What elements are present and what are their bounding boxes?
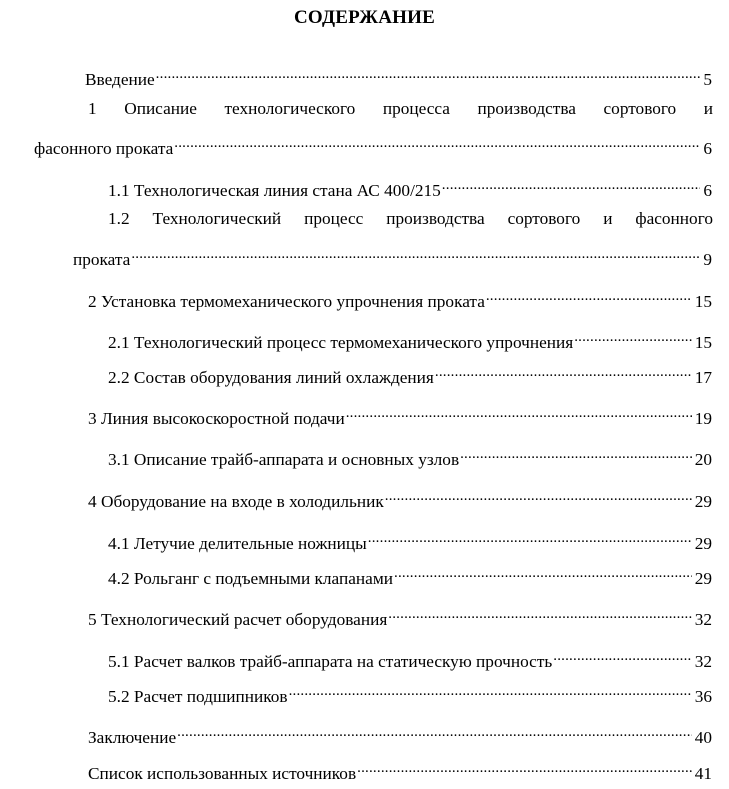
toc-entry-references[interactable]: [88, 757, 712, 783]
dot-leader: [385, 485, 692, 507]
dot-leader: [460, 443, 692, 465]
toc-entry-text: 5.2 Расчет подшипников: [108, 687, 288, 706]
toc-entry-text: проката: [73, 250, 131, 269]
toc-entry-text: 4 Оборудование на входе в холодильник: [88, 492, 384, 511]
toc-page-number: 41: [694, 764, 712, 783]
toc-page-number: 9: [703, 250, 712, 269]
toc-entry-section-1-1[interactable]: [108, 174, 712, 200]
dot-leader: [435, 361, 692, 383]
toc-entry-text: 3.1 Описание трайб-аппарата и основных узлов: [108, 450, 460, 469]
toc-entry-section-1-line1[interactable]: 1 Описание технологического процесса производства сортового и: [88, 99, 713, 118]
dot-leader: [131, 243, 700, 265]
toc-entry-section-4[interactable]: [88, 485, 712, 511]
dot-leader: [388, 603, 691, 625]
toc-page-number: 15: [694, 292, 712, 311]
dot-leader: [289, 680, 692, 702]
toc-entry-section-1-2[interactable]: [73, 243, 712, 269]
toc-entry-text: 2 Установка термомеханического упрочнения проката: [88, 292, 485, 311]
toc-page-number: 20: [694, 450, 712, 469]
dot-leader: [486, 285, 692, 307]
toc-entry-text: 2.2 Состав оборудования линий охлаждения: [108, 368, 434, 387]
toc-page-number: 29: [694, 569, 712, 588]
dot-leader: [174, 132, 700, 154]
toc-page-number: 32: [694, 652, 712, 671]
dot-leader: [346, 402, 692, 424]
toc-entry-section-2-1[interactable]: [108, 326, 712, 352]
toc-entry-text: 4.2 Рольганг с подъемными клапанами: [108, 569, 393, 588]
toc-entry-text: Список использованных источников: [88, 764, 357, 783]
toc-entry-section-4-1[interactable]: [108, 527, 712, 553]
dot-leader: [368, 527, 692, 549]
toc-entry-text: 5.1 Расчет валков трайб-аппарата на статическую прочность: [108, 652, 553, 671]
dot-leader: [442, 174, 701, 196]
toc-entry-text: 5 Технологический расчет оборудования: [88, 610, 388, 629]
toc-entry-section-1[interactable]: [34, 132, 712, 158]
toc-page-number: 19: [694, 409, 712, 428]
toc-entry-text: 1.1 Технологическая линия стана АС 400/215: [108, 181, 441, 200]
toc-page-number: 40: [694, 728, 712, 747]
dot-leader: [177, 721, 692, 743]
toc-entry-introduction[interactable]: [85, 63, 712, 89]
toc-entry-text: Заключение: [88, 728, 177, 747]
toc-entry-section-2[interactable]: [88, 285, 712, 311]
toc-page-number: 29: [694, 492, 712, 511]
toc-entry-section-1-2-line1[interactable]: 1.2 Технологический процесс производства сортового и фасонного: [108, 209, 713, 228]
toc-page-number: 36: [694, 687, 712, 706]
dot-leader: [394, 562, 692, 584]
toc-page-number: 17: [694, 368, 712, 387]
toc-page-number: 6: [703, 139, 712, 158]
toc-entry-section-4-2[interactable]: [108, 562, 712, 588]
toc-title: СОДЕРЖАНИЕ: [294, 7, 435, 28]
toc-page-number: 5: [703, 70, 712, 89]
toc-entry-text: Введение: [85, 70, 155, 89]
toc-entry-text: 4.1 Летучие делительные ножницы: [108, 534, 367, 553]
toc-entry-section-5[interactable]: [88, 603, 712, 629]
toc-entry-section-5-1[interactable]: [108, 645, 712, 671]
toc-entry-section-2-2[interactable]: [108, 361, 712, 387]
toc-entry-text: 3 Линия высокоскоростной подачи: [88, 409, 345, 428]
dot-leader: [574, 326, 692, 348]
toc-page-number: 32: [694, 610, 712, 629]
toc-page-number: 15: [694, 333, 712, 352]
toc-entry-section-3[interactable]: [88, 402, 712, 428]
toc-entry-section-5-2[interactable]: [108, 680, 712, 706]
toc-entry-section-3-1[interactable]: [108, 443, 712, 469]
toc-page-number: 29: [694, 534, 712, 553]
dot-leader: [357, 757, 692, 779]
toc-entry-text: фасонного проката: [34, 139, 174, 158]
dot-leader: [553, 645, 691, 667]
toc-entry-text: 2.1 Технологический процесс термомеханического упрочнения: [108, 333, 574, 352]
dot-leader: [156, 63, 701, 85]
toc-entry-conclusion[interactable]: [88, 721, 712, 747]
toc-page-number: 6: [703, 181, 712, 200]
